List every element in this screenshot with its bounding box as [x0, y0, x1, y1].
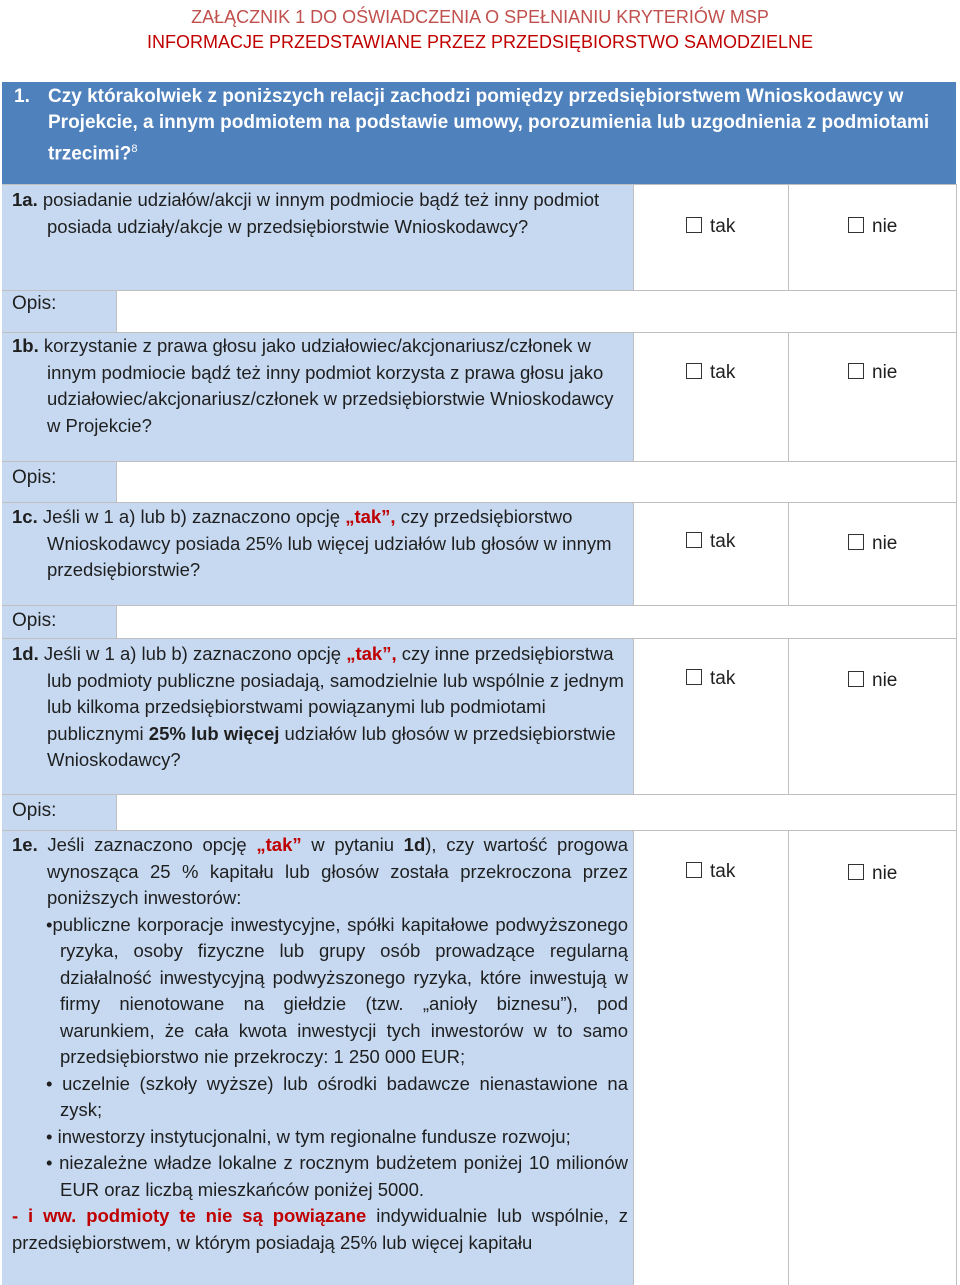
- divider: [956, 184, 957, 1285]
- question-1e: 1e. Jeśli zaznaczono opcję „tak” w pytaniu 1d), czy wartość progowa wynosząca 25 % kapitału lub głosów została przekroczona przez poniższych inwestorów: •publiczne korporacje inwestycyjne, spółki kapitałowe podwyższonego ryzyka, osoby fizyczne lub grupy osób prowadzące regularną działalność inwestycyjną podwyższonego ryzyka, które inwestują w firmy nienotowane na giełdzie (tzw. „anioły biznesu”), pod warunkiem, że cała kwota inwestycji tych inwestorów w to samo przedsiębiorstwo nie przekroczy: 1 250 000 EUR; • uczelnie (szkoły wyższe) lub ośrodki badawcze nienastawione na zysk; • inwestorzy instytucjonalni, w tym regionalne fundusze rozwoju; • niezależne władze lokalne z rocznym budżetem poniżej 10 milionów EUR oraz liczbą mieszkańców poniżej 5000. - i ww. podmioty te nie są powiązane indywidualnie lub wspólnie, z przedsiębiorstwem, w którym posiadają 25% lub więcej kapitału: [12, 832, 628, 1256]
- checkbox-icon: [686, 669, 702, 685]
- investor-bullet: • niezależne władze lokalne z rocznym budżetem poniżej 10 milionów EUR oraz liczbą mieszkańców poniżej 5000.: [46, 1152, 628, 1200]
- opis-1d-label: Opis:: [12, 800, 57, 821]
- divider: [788, 830, 789, 1285]
- question-1d: 1d. Jeśli w 1 a) lub b) zaznaczono opcję „tak”, czy inne przedsiębiorstwa lub podmioty publiczne posiadają, samodzielnie lub wspólnie z jednym lub kilkoma przedsiębiorstwami powiązanymi lub podmiotami publicznymi 25% lub więcej udziałów lub głosów w przedsiębiorstwie Wnioskodawcy?: [12, 643, 624, 770]
- q1c-no-checkbox[interactable]: nie: [848, 532, 897, 556]
- divider: [2, 184, 956, 185]
- divider: [633, 184, 634, 290]
- q1e-no-checkbox[interactable]: nie: [848, 862, 897, 886]
- opis-1c-label: Opis:: [12, 610, 57, 631]
- checkbox-icon: [686, 217, 702, 233]
- divider: [788, 502, 789, 605]
- question-1c: 1c. Jeśli w 1 a) lub b) zaznaczono opcję „tak”, czy przedsiębiorstwo Wnioskodawcy posiada 25% lub więcej udziałów lub głosów w innym przedsiębiorstwie?: [12, 506, 612, 580]
- question-1-text: Czy którakolwiek z poniższych relacji zachodzi pomiędzy przedsiębiorstwem Wnioskodawcy w Projekcie, a innym podmiotem na podstawie umowy, porozumienia lub uzgodnienia z podmiotami trzecimi?$^8$: [48, 86, 930, 165]
- q1e-yes-checkbox[interactable]: tak: [686, 860, 735, 884]
- opis-1a-label: Opis:: [12, 293, 57, 314]
- q1c-yes-checkbox[interactable]: tak: [686, 530, 735, 554]
- opis-1b-label: Opis:: [12, 467, 57, 488]
- q1e-footer: - i ww. podmioty te nie są powiązane indywidualnie lub wspólnie, z przedsiębiorstwem, w którym posiadają 25% lub więcej kapitału: [12, 1205, 629, 1253]
- divider: [788, 638, 789, 794]
- opis-1b-field[interactable]: [117, 462, 956, 502]
- opis-1d-field[interactable]: [117, 795, 956, 830]
- opis-1c-field[interactable]: [117, 606, 956, 638]
- checkbox-icon: [848, 671, 864, 687]
- divider: [633, 638, 634, 794]
- q1b-no-checkbox[interactable]: nie: [848, 361, 897, 385]
- checkbox-icon: [686, 532, 702, 548]
- question-1b: 1b. korzystanie z prawa głosu jako udziałowiec/akcjonariusz/członek w innym podmiocie bądź też inny podmiot korzysta z prawa głosu jako udziałowiec/akcjonariusz/członek w przedsiębiorstwie Wnioskodawcy w Projekcie?: [12, 335, 614, 436]
- checkbox-icon: [848, 363, 864, 379]
- checkbox-icon: [848, 534, 864, 550]
- document-subtitle: INFORMACJE PRZEDSTAWIANE PRZEZ PRZEDSIĘBIORSTWO SAMODZIELNE: [146, 32, 814, 52]
- footnote-ref: 8: [131, 143, 138, 155]
- q1a-yes-checkbox[interactable]: tak: [686, 215, 735, 239]
- investor-bullet: •publiczne korporacje inwestycyjne, spółki kapitałowe podwyższonego ryzyka, osoby fizyczne lub grupy osób prowadzące regularną działalność inwestycyjną podwyższonego ryzyka, które inwestują w firmy nienotowane na giełdzie (tzw. „anioły biznesu”), pod warunkiem, że cała kwota inwestycji tych inwestorów w to samo przedsiębiorstwo nie przekroczy: 1 250 000 EUR;: [46, 913, 628, 1067]
- q1b-yes-checkbox[interactable]: tak: [686, 361, 735, 385]
- checkbox-icon: [848, 217, 864, 233]
- checkbox-icon: [686, 862, 702, 878]
- divider: [2, 638, 956, 639]
- q1d-no-checkbox[interactable]: nie: [848, 669, 897, 693]
- investor-bullet: • inwestorzy instytucjonalni, w tym regionalne fundusze rozwoju;: [46, 1125, 571, 1147]
- divider: [633, 502, 634, 605]
- opis-1a-field[interactable]: [117, 291, 956, 332]
- q1a-no-checkbox[interactable]: nie: [848, 215, 897, 239]
- checkbox-icon: [848, 864, 864, 880]
- q1d-yes-checkbox[interactable]: tak: [686, 667, 735, 691]
- checkbox-icon: [686, 363, 702, 379]
- divider: [633, 332, 634, 461]
- divider: [788, 184, 789, 290]
- document-title: ZAŁĄCZNIK 1 DO OŚWIADCZENIA O SPEŁNIANIU KRYTERIÓW MSP: [191, 7, 769, 27]
- question-1-number: 1.: [14, 86, 30, 107]
- divider: [2, 830, 956, 831]
- divider: [633, 830, 634, 1285]
- question-1-banner: [2, 82, 956, 184]
- divider: [788, 332, 789, 461]
- divider: [2, 502, 956, 503]
- investor-bullet: • uczelnie (szkoły wyższe) lub ośrodki badawcze nienastawione na zysk;: [46, 1072, 628, 1120]
- question-1a: 1a. posiadanie udziałów/akcji w innym podmiocie bądź też inny podmiot posiada udziały/akcje w przedsiębiorstwie Wnioskodawcy?: [12, 189, 600, 237]
